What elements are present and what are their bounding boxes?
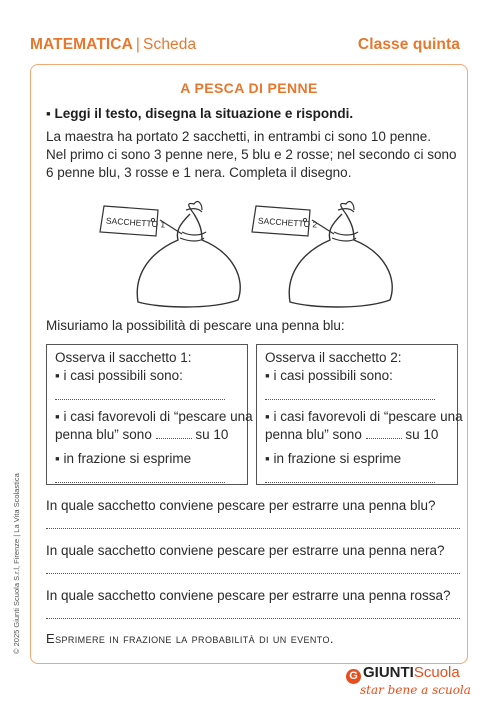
box-1-fraction-label: ▪ in frazione si esprime — [55, 451, 192, 466]
box-2-favorable-prefix: penna blu” sono — [265, 427, 362, 442]
box-2-favorable-line-2 — [265, 426, 449, 444]
box-1-favorable-prefix: penna blu” sono — [55, 427, 152, 442]
logo-g-icon: G — [346, 669, 361, 684]
problem-line-1: La maestra ha portato 2 sacchetti, in entrambi ci sono 10 penne. — [46, 129, 431, 144]
box-1-favorable-line-1: ▪ i casi favorevoli di “pescare una — [55, 409, 253, 424]
bag-1-label: SACCHETTO 1 — [105, 215, 166, 230]
bag-2-observation-box — [256, 344, 463, 485]
box-1-favorable-line-2 — [55, 426, 239, 444]
box-1-favorable-suffix: su 10 — [195, 427, 229, 442]
sheet-type: Scheda — [143, 36, 197, 53]
logo-tagline: star bene a scuola — [360, 683, 471, 697]
question-red-pen: In quale sacchetto conviene pescare per estrarre una penna rossa? — [46, 588, 451, 603]
answer-line-blue-pen[interactable] — [46, 527, 460, 529]
problem-line-2: Nel primo ci sono 3 penne nere, 5 blu e 2 rosse; nel secondo ci sono — [46, 147, 457, 162]
copyright-notice: © 2025 Giunti Scuola S.r.l, Firenze | La Vita Scolastica — [12, 473, 21, 654]
giunti-scuola-logo — [346, 664, 476, 704]
header-subject — [30, 36, 196, 54]
box-1-heading: Osserva il sacchetto 1: — [55, 350, 192, 365]
box-1-possible-answer-line[interactable] — [55, 385, 225, 400]
logo-brand-suffix: Scuola — [413, 664, 460, 681]
box-1-favorable-blank[interactable] — [156, 426, 192, 439]
box-1-fraction-answer-line[interactable] — [55, 468, 225, 483]
box-1-possible-cases: ▪ i casi possibili sono: — [55, 368, 183, 383]
subject-label: MATEMATICA — [30, 36, 133, 53]
bag-1-observation-box — [46, 344, 253, 485]
box-2-possible-cases: ▪ i casi possibili sono: — [265, 368, 393, 383]
box-2-heading: Osserva il sacchetto 2: — [265, 350, 402, 365]
worksheet-title: A PESCA DI PENNE — [180, 80, 318, 96]
bag-2-drawing — [250, 196, 406, 314]
bag-2-label: SACCHETTO 2 — [257, 215, 318, 230]
answer-line-black-pen[interactable] — [46, 572, 460, 574]
bag-1-drawing — [98, 196, 248, 314]
prompt-text: Misuriamo la possibilità di pescare una penna blu: — [46, 318, 345, 333]
grade-label: Classe quinta — [357, 36, 460, 53]
header-separator: | — [135, 36, 141, 53]
box-2-possible-answer-line[interactable] — [265, 385, 435, 400]
logo-wordmark — [346, 664, 460, 684]
problem-line-3: 6 penne blu, 3 rosse e 1 nera. Completa il disegno. — [46, 165, 352, 180]
box-2-favorable-suffix: su 10 — [405, 427, 439, 442]
problem-text — [46, 128, 466, 182]
box-2-favorable-line-1: ▪ i casi favorevoli di “pescare una — [265, 409, 463, 424]
box-2-favorable-blank[interactable] — [366, 426, 402, 439]
answer-line-red-pen[interactable] — [46, 617, 460, 619]
box-2-fraction-label: ▪ in frazione si esprime — [265, 451, 402, 466]
instruction: ▪ Leggi il testo, disegna la situazione e rispondi. — [46, 106, 354, 121]
footer-title: Esprimere in frazione la probabilità di un evento. — [46, 631, 334, 646]
logo-brand: GIUNTI — [363, 664, 414, 681]
question-blue-pen: In quale sacchetto conviene pescare per estrarre una penna blu? — [46, 498, 436, 513]
question-black-pen: In quale sacchetto conviene pescare per estrarre una penna nera? — [46, 543, 445, 558]
box-2-fraction-answer-line[interactable] — [265, 468, 435, 483]
